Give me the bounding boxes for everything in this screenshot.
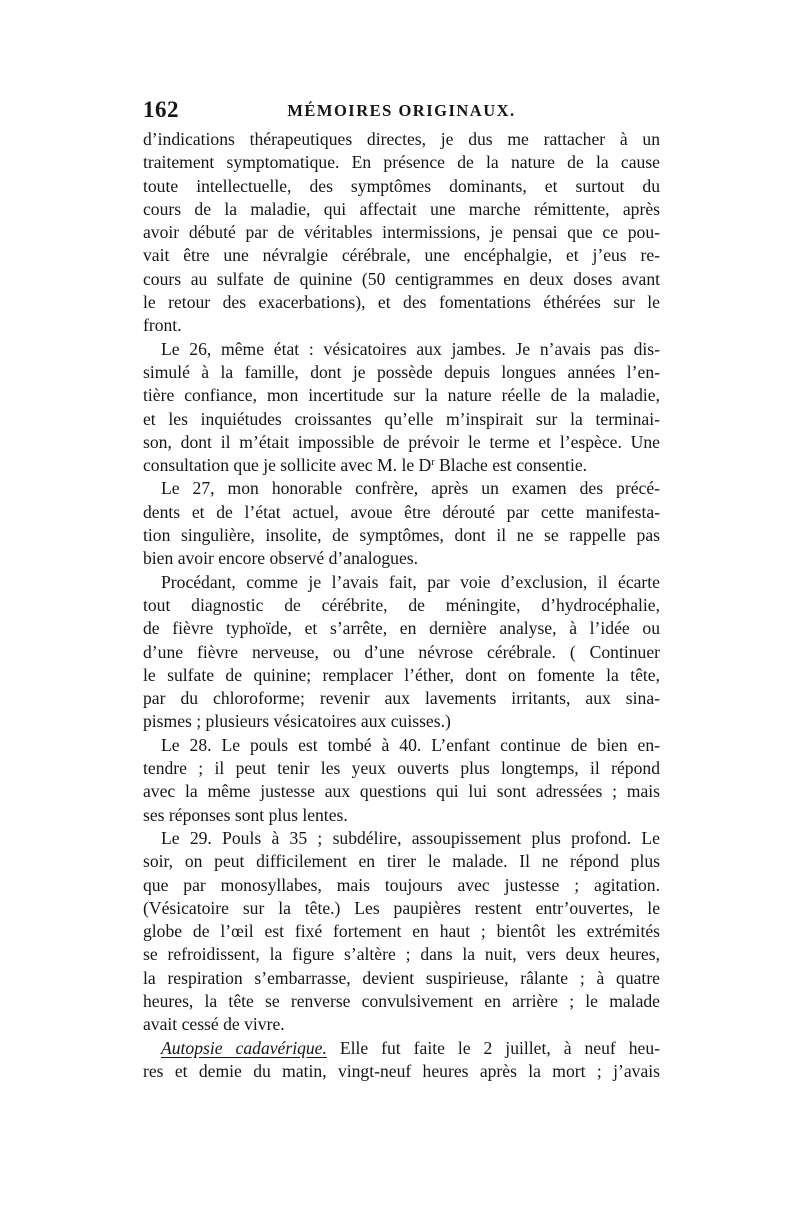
text-line: avec la même justesse aux questions qui lui sont adressées ; mais <box>143 781 660 802</box>
superscript: r <box>431 457 435 469</box>
text-line: le sulfate de quinine; remplacer l’éther, dont on fomente la tête, <box>143 664 660 685</box>
text-line: (Vésicatoire sur la tête.) Les paupières restent entr’ouvertes, le <box>143 897 660 918</box>
text-line: avoir débuté par de véritables intermissions, je pensai que ce pou- <box>143 222 660 243</box>
paragraph <box>143 1037 660 1084</box>
text-line: cours de la maladie, qui affectait une marche rémittente, après <box>143 198 660 219</box>
paragraph <box>143 827 660 1037</box>
text-line: heures, la tête se renverse convulsivement en arrière ; le malade <box>143 990 660 1011</box>
text-line: res et demie du matin, vingt-neuf heures après la mort ; j’avais <box>143 1060 660 1081</box>
text-line: toute intellectuelle, des symptômes dominants, et surtout du <box>143 175 660 196</box>
page-header <box>143 97 660 127</box>
text-line: pismes ; plusieurs vésicatoires aux cuisses.) <box>143 711 451 732</box>
text-line: simulé à la famille, dont je possède depuis longues années l’en- <box>143 361 660 382</box>
text-line: avait cessé de vivre. <box>143 1014 285 1035</box>
text-line: tendre ; il peut tenir les yeux ouverts plus longtemps, il répond <box>143 758 660 779</box>
text-line: Procédant, comme je l’avais fait, par voie d’exclusion, il écarte <box>161 571 660 592</box>
text-line: front. <box>143 315 182 336</box>
text-line: que par monosyllabes, mais toujours avec justesse ; agitation. <box>143 874 660 895</box>
text-fragment: Elle fut faite le 2 juillet, à neuf heu- <box>326 1037 660 1058</box>
text-line: ses réponses sont plus lentes. <box>143 804 348 825</box>
text-line <box>143 1037 660 1060</box>
text-line: son, dont il m’était impossible de prévoir le terme et l’espèce. Une <box>143 431 660 452</box>
text-line: tion singulière, insolite, de symptômes, dont il ne se rappelle pas <box>143 525 660 546</box>
text-line: globe de l’œil est fixé fortement en haut ; bientôt les extrémités <box>143 921 660 942</box>
text-line: se refroidissent, la figure s’altère ; dans la nuit, vers deux heures, <box>143 944 660 965</box>
page-body <box>143 128 660 1083</box>
italic-heading: Autopsie cadavérique. <box>161 1037 327 1058</box>
text-line: de fièvre typhoïde, et s’arrête, en dernière analyse, à l’idée ou <box>143 618 660 639</box>
text-line: la respiration s’embarrasse, devient suspirieuse, râlante ; à quatre <box>143 967 660 988</box>
running-title: MÉMOIRES ORIGINAUX. <box>287 101 516 120</box>
text-fragment: consultation que je sollicite avec M. le D <box>143 455 432 476</box>
paragraph <box>143 128 660 338</box>
text-line: traitement symptomatique. En présence de la nature de la cause <box>143 152 660 173</box>
text-line: Le 26, même état : vésicatoires aux jambes. Je n’avais pas dis- <box>161 338 660 359</box>
text-line: bien avoir encore observé d’analogues. <box>143 548 419 569</box>
text-line: Le 29. Pouls à 35 ; subdélire, assoupissement plus profond. Le <box>161 827 660 848</box>
text-line: le retour des exacerbations), et des fomentations éthérées sur le <box>143 292 660 313</box>
text-line: d’indications thérapeutiques directes, je dus me rattacher à un <box>143 129 660 149</box>
text-line <box>143 454 660 477</box>
text-line: cours au sulfate de quinine (50 centigrammes en deux doses avant <box>143 268 660 289</box>
text-line: tière confiance, mon incertitude sur la nature réelle de la maladie, <box>143 385 660 406</box>
paragraph <box>143 734 660 827</box>
paragraph <box>143 338 660 571</box>
text-fragment: Blache est consentie. <box>434 455 588 476</box>
text-line: d’une fièvre nerveuse, ou d’une névrose cérébrale. ( Continuer <box>143 641 660 662</box>
text-line: Le 28. Le pouls est tombé à 40. L’enfant continue de bien en- <box>161 734 660 755</box>
text-line: tout diagnostic de cérébrite, de méningite, d’hydrocéphalie, <box>143 594 660 615</box>
text-line: et les inquiétudes croissantes qu’elle m’inspirait sur la terminai- <box>143 408 660 429</box>
text-line: soir, on peut difficilement en tirer le malade. Il ne répond plus <box>143 851 660 872</box>
text-line: Le 27, mon honorable confrère, après un examen des précé- <box>161 478 660 499</box>
page-number: 162 <box>143 97 179 122</box>
text-line: dents et de l’état actuel, avoue être dérouté par cette manifesta- <box>143 501 660 522</box>
paragraph <box>143 571 660 734</box>
text-line: vait être une névralgie cérébrale, une encéphalgie, et j’eus re- <box>143 245 660 266</box>
text-line: par du chloroforme; revenir aux lavements irritants, aux sina- <box>143 688 660 709</box>
